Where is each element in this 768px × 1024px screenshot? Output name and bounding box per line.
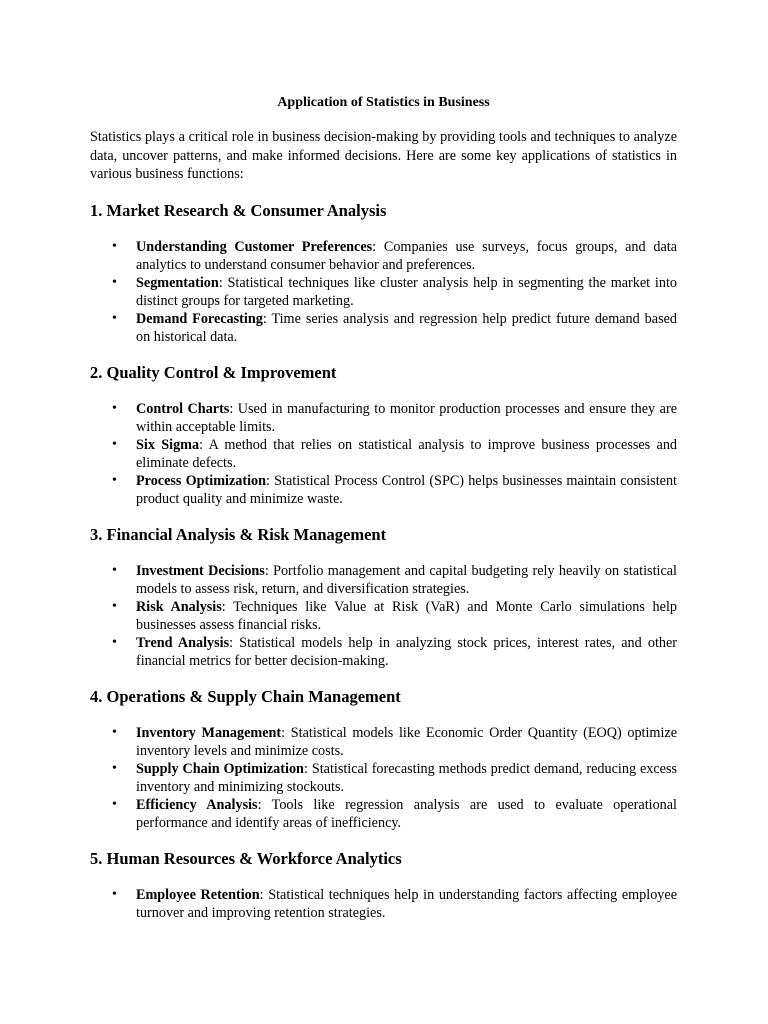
item-term: Employee Retention [136,886,260,903]
list-item [90,274,677,310]
section-heading: 2. Quality Control & Improvement [90,362,337,382]
bullet-icon: • [112,760,117,776]
list-item [90,760,677,796]
item-term: Efficiency Analysis [136,796,258,813]
bullet-icon: • [112,634,117,650]
bullet-icon: • [112,436,117,452]
item-term: Demand Forecasting [136,310,263,327]
item-term: Understanding Customer Preferences [136,238,373,255]
bullet-icon: • [112,796,117,812]
sections-container [90,201,677,922]
list-item [90,886,677,922]
bullet-icon: • [112,274,117,290]
item-term: Supply Chain Optimization [136,760,304,777]
item-term: Investment Decisions [136,562,265,579]
item-description: : Used in manufacturing to monitor production processes and ensure they are within acceptable limits. [136,400,677,435]
item-description: : Statistical techniques help in understanding factors affecting employee turnover and improving retention strategies. [136,886,677,921]
list-item [90,796,677,832]
list-item [90,724,677,760]
bullet-list [90,562,677,670]
bullet-list [90,238,677,346]
item-description: : Portfolio management and capital budgeting rely heavily on statistical models to assess risk, return, and diversification strategies. [136,562,677,597]
item-description: : Companies use surveys, focus groups, and data analytics to understand consumer behavior and preferences. [136,238,677,273]
section-heading: 5. Human Resources & Workforce Analytics [90,848,402,868]
item-description: : Techniques like Value at Risk (VaR) and Monte Carlo simulations help businesses assess financial risks. [136,598,677,633]
bullet-icon: • [112,310,117,326]
item-description: : Time series analysis and regression help predict future demand based on historical data. [136,310,677,345]
list-item [90,562,677,598]
list-item [90,598,677,634]
item-term: Process Optimization [136,472,267,489]
section-heading: 4. Operations & Supply Chain Management [90,686,401,706]
list-item [90,436,677,472]
bullet-icon: • [112,886,117,902]
document-page [90,95,677,939]
list-item [90,634,677,670]
bullet-icon: • [112,598,117,614]
document-title: Application of Statistics in Business [277,95,490,110]
bullet-list [90,886,677,922]
list-item [90,238,677,274]
item-description: : Statistical techniques like cluster analysis help in segmenting the market into distinct groups for targeted marketing. [136,274,677,309]
item-description: : A method that relies on statistical analysis to improve business processes and eliminate defects. [136,436,678,471]
list-item [90,400,677,436]
bullet-list [90,400,677,508]
section-heading: 1. Market Research & Consumer Analysis [90,200,387,220]
list-item [90,310,677,346]
bullet-icon: • [112,400,117,416]
item-term: Inventory Management [136,724,282,741]
intro-paragraph: Statistics plays a critical role in business decision-making by providing tools and techniques to analyze data, uncover patterns, and make informed decisions. Here are some key applications of statistics in various business functions: [90,129,677,182]
bullet-icon: • [112,238,117,254]
item-description: : Tools like regression analysis are used to evaluate operational performance and identify areas of inefficiency. [136,796,677,831]
bullet-icon: • [112,472,117,488]
item-description: : Statistical forecasting methods predict demand, reducing excess inventory and minimizing stockouts. [136,760,677,795]
item-term: Segmentation [136,274,219,291]
item-term: Risk Analysis [136,598,222,615]
item-description: : Statistical models like Economic Order Quantity (EOQ) optimize inventory levels and minimize costs. [136,724,678,759]
item-term: Trend Analysis [136,634,230,651]
item-description: : Statistical models help in analyzing stock prices, interest rates, and other financial metrics for better decision-making. [136,634,677,669]
item-term: Six Sigma [136,436,200,453]
section-heading: 3. Financial Analysis & Risk Management [90,524,387,544]
item-term: Control Charts [136,400,230,417]
bullet-icon: • [112,724,117,740]
item-description: : Statistical Process Control (SPC) helps businesses maintain consistent product quality and minimize waste. [136,472,677,507]
bullet-icon: • [112,562,117,578]
list-item [90,472,677,508]
bullet-list [90,724,677,832]
